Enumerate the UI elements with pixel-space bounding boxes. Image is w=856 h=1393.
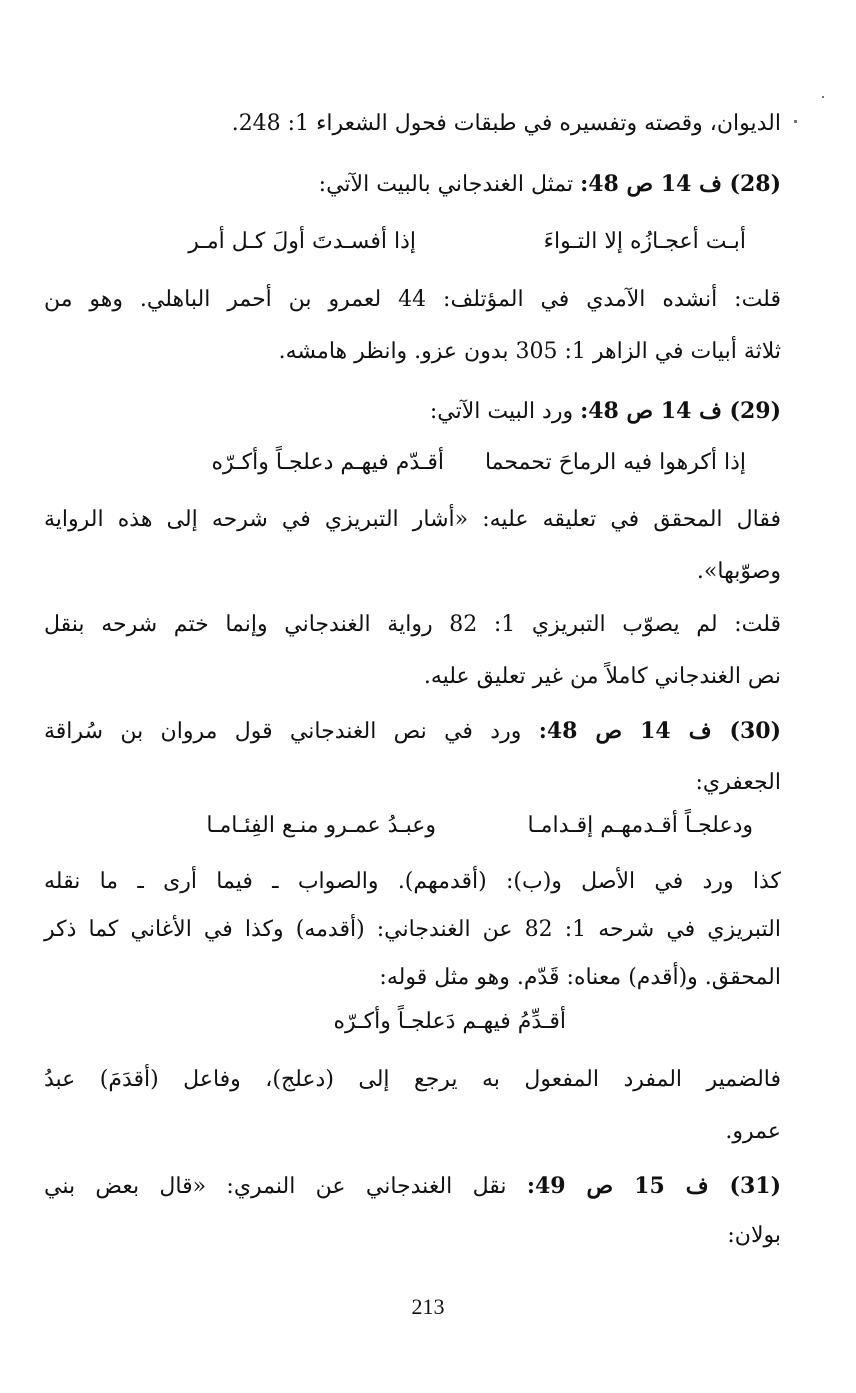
note-30-comment-line3: المحقق. و(أقدم) معناه: قَدّم. وهو مثل قوله: — [379, 965, 781, 990]
note-31-intro: نقل الغندجاني عن النمري: «قال بعض بني — [44, 1174, 527, 1199]
note-30-comment-line4: فالضمير المفرد المفعول به يرجع إلى (دعلج)، وفاعل (أقدَمَ) عبدُ — [44, 1067, 781, 1092]
verse-28-first-hemistich: إذا أفسـدتَ أولَ كـل أمـر — [188, 229, 416, 254]
note-30-comment-line5: عمرو. — [725, 1119, 781, 1144]
scan-speck — [794, 120, 797, 123]
note-31-heading — [44, 1170, 781, 1202]
note-28-intro: تمثل الغندجاني بالبيت الآتي: — [318, 172, 581, 197]
note-30-comment-line1: كذا ورد في الأصل و(ب): (أقدمهم). والصواب ـ فيما أرى ـ ما نقله — [44, 869, 781, 894]
note-30-reference: (30) ف 14 ص 48: — [538, 718, 781, 744]
note-28-heading — [44, 168, 781, 200]
scan-speck — [822, 96, 824, 98]
note-30-intro: ورد في نص الغندجاني قول مروان بن سُراقة — [44, 719, 539, 744]
note-29-comment-line1: فقال المحقق في تعليقه عليه: «أشار التبريزي في شرحه إلى هذه الرواية — [44, 507, 781, 532]
note-31-line2: بولان: — [727, 1223, 781, 1248]
note-30-poet-name: الجعفري: — [695, 770, 781, 795]
verse-30-second-hemistich: ودعلجـاً أقـدمهـم إقـدامـا — [527, 813, 753, 838]
note-30-heading — [44, 715, 781, 747]
note-28-comment-line1: قلت: أنشده الآمدي في المؤتلف: 44 لعمرو بن أحمر الباهلي. وهو من — [44, 287, 781, 312]
verse-28-second-hemistich: أبـت أعجـازُه إلا التـواءَ — [543, 229, 746, 254]
line-diwan-reference: الديوان، وقصته وتفسيره في طبقات فحول الشعراء 1: 248. — [231, 111, 781, 136]
note-31-reference: (31) ف 15 ص 49: — [526, 1173, 781, 1199]
note-29-heading — [44, 395, 781, 427]
verse-30-first-hemistich: وعبـدُ عمـرو منـع الفِئـامـا — [206, 813, 436, 838]
note-28-reference: (28) ف 14 ص 48: — [580, 171, 781, 197]
note-29-reference: (29) ف 14 ص 48: — [580, 398, 781, 424]
verse-29-first-hemistich: أقـدّم فيهـم دعلجـاً وأكـرّه — [211, 450, 444, 475]
note-29-reply-line1: قلت: لم يصوّب التبريزي 1: 82 رواية الغندجاني وإنما ختم شرحه بنقل — [44, 612, 782, 637]
verse-29-second-hemistich: إذا أكرهوا فيه الرماحَ تحمحما — [484, 450, 746, 475]
note-29-intro: ورد البيت الآتي: — [429, 399, 581, 424]
note-29-comment-line2: وصوّبها». — [696, 559, 781, 584]
page-number: 213 — [411, 1294, 445, 1319]
note-28-comment-line2: ثلاثة أبيات في الزاهر 1: 305 بدون عزو. وانظر هامشه. — [278, 339, 781, 364]
note-30-comment-line2: التبريزي في شرحه 1: 82 عن الغندجاني: (أقدمه) وكذا في الأغاني كما ذكر — [44, 917, 781, 942]
note-29-reply-line2: نص الغندجاني كاملاً من غير تعليق عليه. — [423, 664, 781, 689]
verse-30-quoted-hemistich: أقـدِّمُ فيهـم دَعلجـاً وأكـرّه — [333, 1009, 566, 1034]
